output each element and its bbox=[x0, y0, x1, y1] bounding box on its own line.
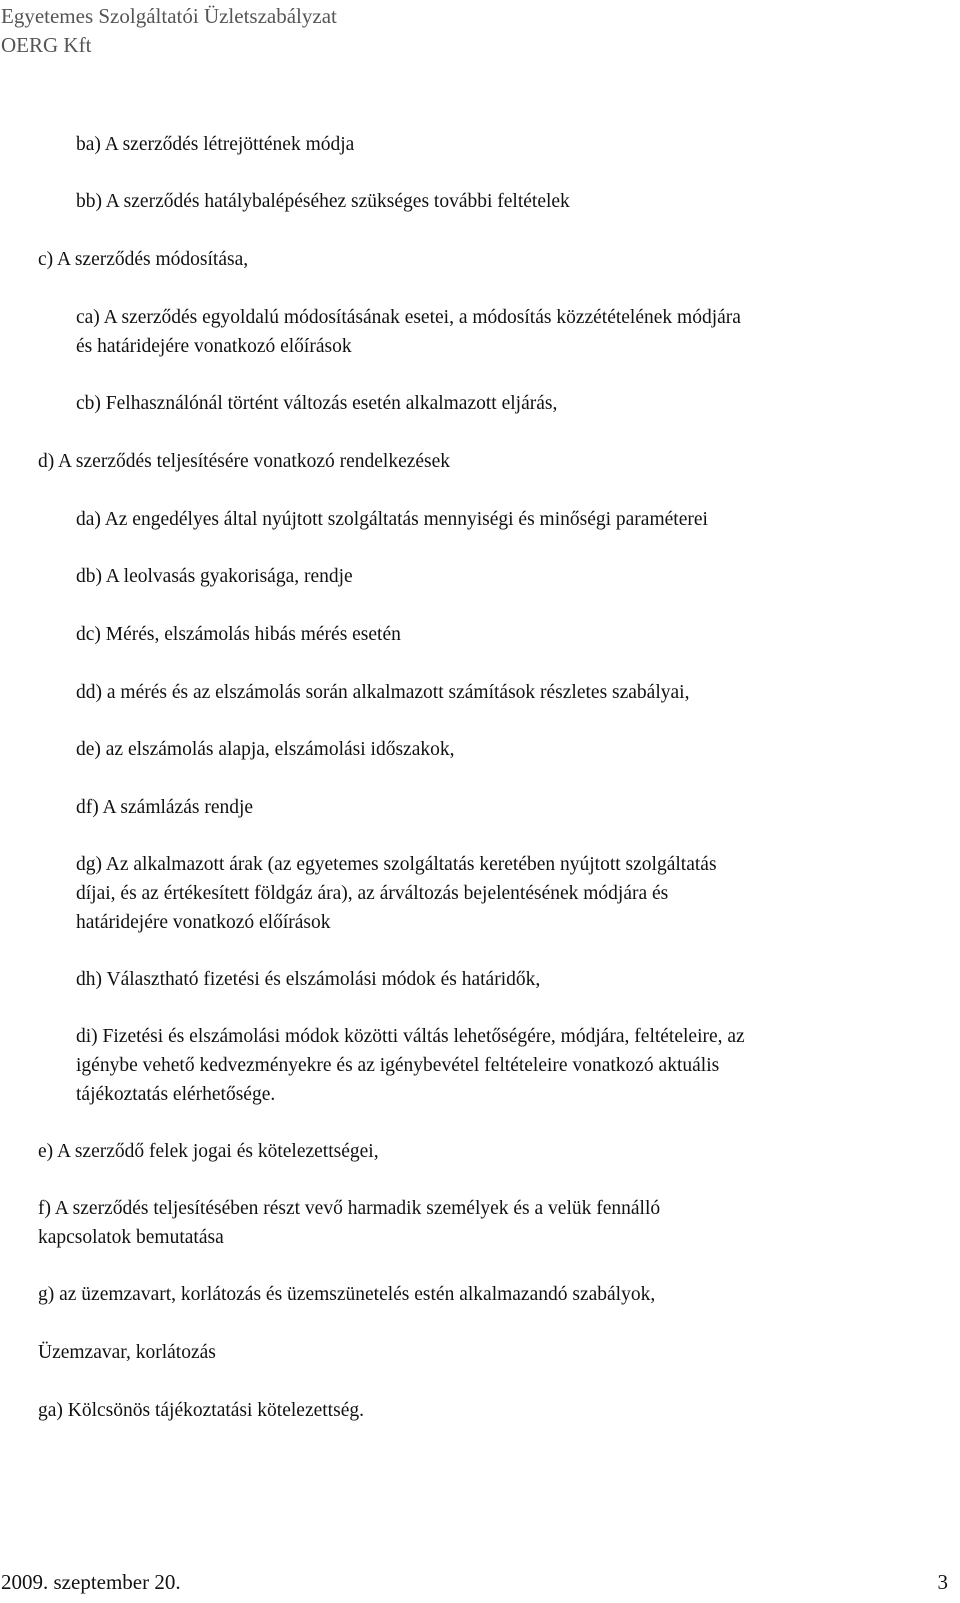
paragraph bbox=[76, 187, 570, 216]
paragraph bbox=[76, 389, 557, 418]
paragraph bbox=[76, 850, 717, 937]
paragraph bbox=[38, 447, 450, 476]
paragraph-line: dd) a mérés és az elszámolás során alkalmazott számítások részletes szabályai, bbox=[76, 682, 690, 703]
paragraph-line: f) A szerződés teljesítésében részt vevő harmadik személyek és a velük fennálló bbox=[38, 1198, 661, 1219]
paragraph-line: tájékoztatás elérhetősége. bbox=[76, 1084, 276, 1105]
paragraph-line: di) Fizetési és elszámolási módok közötti váltás lehetőségére, módjára, feltételeire, az bbox=[76, 1026, 745, 1047]
paragraph-line: ga) Kölcsönös tájékoztatási kötelezettség. bbox=[38, 1400, 364, 1421]
paragraph bbox=[38, 1194, 660, 1252]
paragraph bbox=[76, 620, 401, 649]
document-title: Egyetemes Szolgáltatói Üzletszabályzat bbox=[1, 4, 337, 28]
paragraph bbox=[76, 735, 454, 764]
paragraph-line: c) A szerződés módosítása, bbox=[38, 249, 249, 270]
paragraph bbox=[38, 245, 248, 274]
paragraph-line: és határidejére vonatkozó előírások bbox=[76, 336, 352, 357]
paragraph-line: da) Az engedélyes által nyújtott szolgáltatás mennyiségi és minőségi paraméterei bbox=[76, 509, 708, 530]
paragraph-line: g) az üzemzavart, korlátozás és üzemszünetelés estén alkalmazandó szabályok, bbox=[38, 1284, 656, 1305]
paragraph-line: bb) A szerződés hatálybalépéséhez szükséges további feltételek bbox=[76, 191, 570, 212]
paragraph-line: díjai, és az értékesített földgáz ára), az árváltozás bejelentésének módjára és bbox=[76, 883, 669, 904]
paragraph-line: dh) Választható fizetési és elszámolási módok és határidők, bbox=[76, 969, 541, 990]
paragraph bbox=[38, 1338, 216, 1367]
paragraph-line: határidejére vonatkozó előírások bbox=[76, 912, 331, 933]
paragraph bbox=[38, 1396, 364, 1425]
paragraph-line: kapcsolatok bemutatása bbox=[38, 1227, 224, 1248]
page-header bbox=[1, 2, 337, 60]
paragraph-line: igénybe vehető kedvezményekre és az igénybevétel feltételeire vonatkozó aktuális bbox=[76, 1055, 720, 1076]
paragraph bbox=[76, 562, 353, 591]
paragraph-line: cb) Felhasználónál történt változás esetén alkalmazott eljárás, bbox=[76, 393, 558, 414]
paragraph bbox=[76, 678, 689, 707]
paragraph-line: ca) A szerződés egyoldalú módosításának esetei, a módosítás közzétételének módjára bbox=[76, 307, 741, 328]
paragraph-line: db) A leolvasás gyakorisága, rendje bbox=[76, 566, 353, 587]
paragraph-line: de) az elszámolás alapja, elszámolási időszakok, bbox=[76, 739, 455, 760]
paragraph-line: df) A számlázás rendje bbox=[76, 797, 254, 818]
company-name: OERG Kft bbox=[1, 33, 92, 57]
paragraph-line: ba) A szerződés létrejöttének módja bbox=[76, 134, 355, 155]
paragraph bbox=[76, 793, 253, 822]
paragraph-line: dc) Mérés, elszámolás hibás mérés esetén bbox=[76, 624, 401, 645]
paragraph bbox=[76, 965, 540, 994]
paragraph bbox=[76, 130, 354, 159]
paragraph-line: d) A szerződés teljesítésére vonatkozó rendelkezések bbox=[38, 451, 451, 472]
paragraph-line: dg) Az alkalmazott árak (az egyetemes szolgáltatás keretében nyújtott szolgáltatás bbox=[76, 854, 717, 875]
paragraph-line: Üzemzavar, korlátozás bbox=[38, 1342, 216, 1363]
paragraph bbox=[38, 1280, 655, 1309]
paragraph bbox=[76, 505, 708, 534]
footer-date: 2009. szeptember 20. bbox=[1, 1570, 181, 1594]
paragraph bbox=[76, 1022, 745, 1109]
paragraph bbox=[38, 1137, 379, 1166]
page-number: 3 bbox=[937, 1570, 948, 1594]
paragraph bbox=[76, 303, 741, 361]
paragraph-line: e) A szerződő felek jogai és kötelezettségei, bbox=[38, 1141, 379, 1162]
